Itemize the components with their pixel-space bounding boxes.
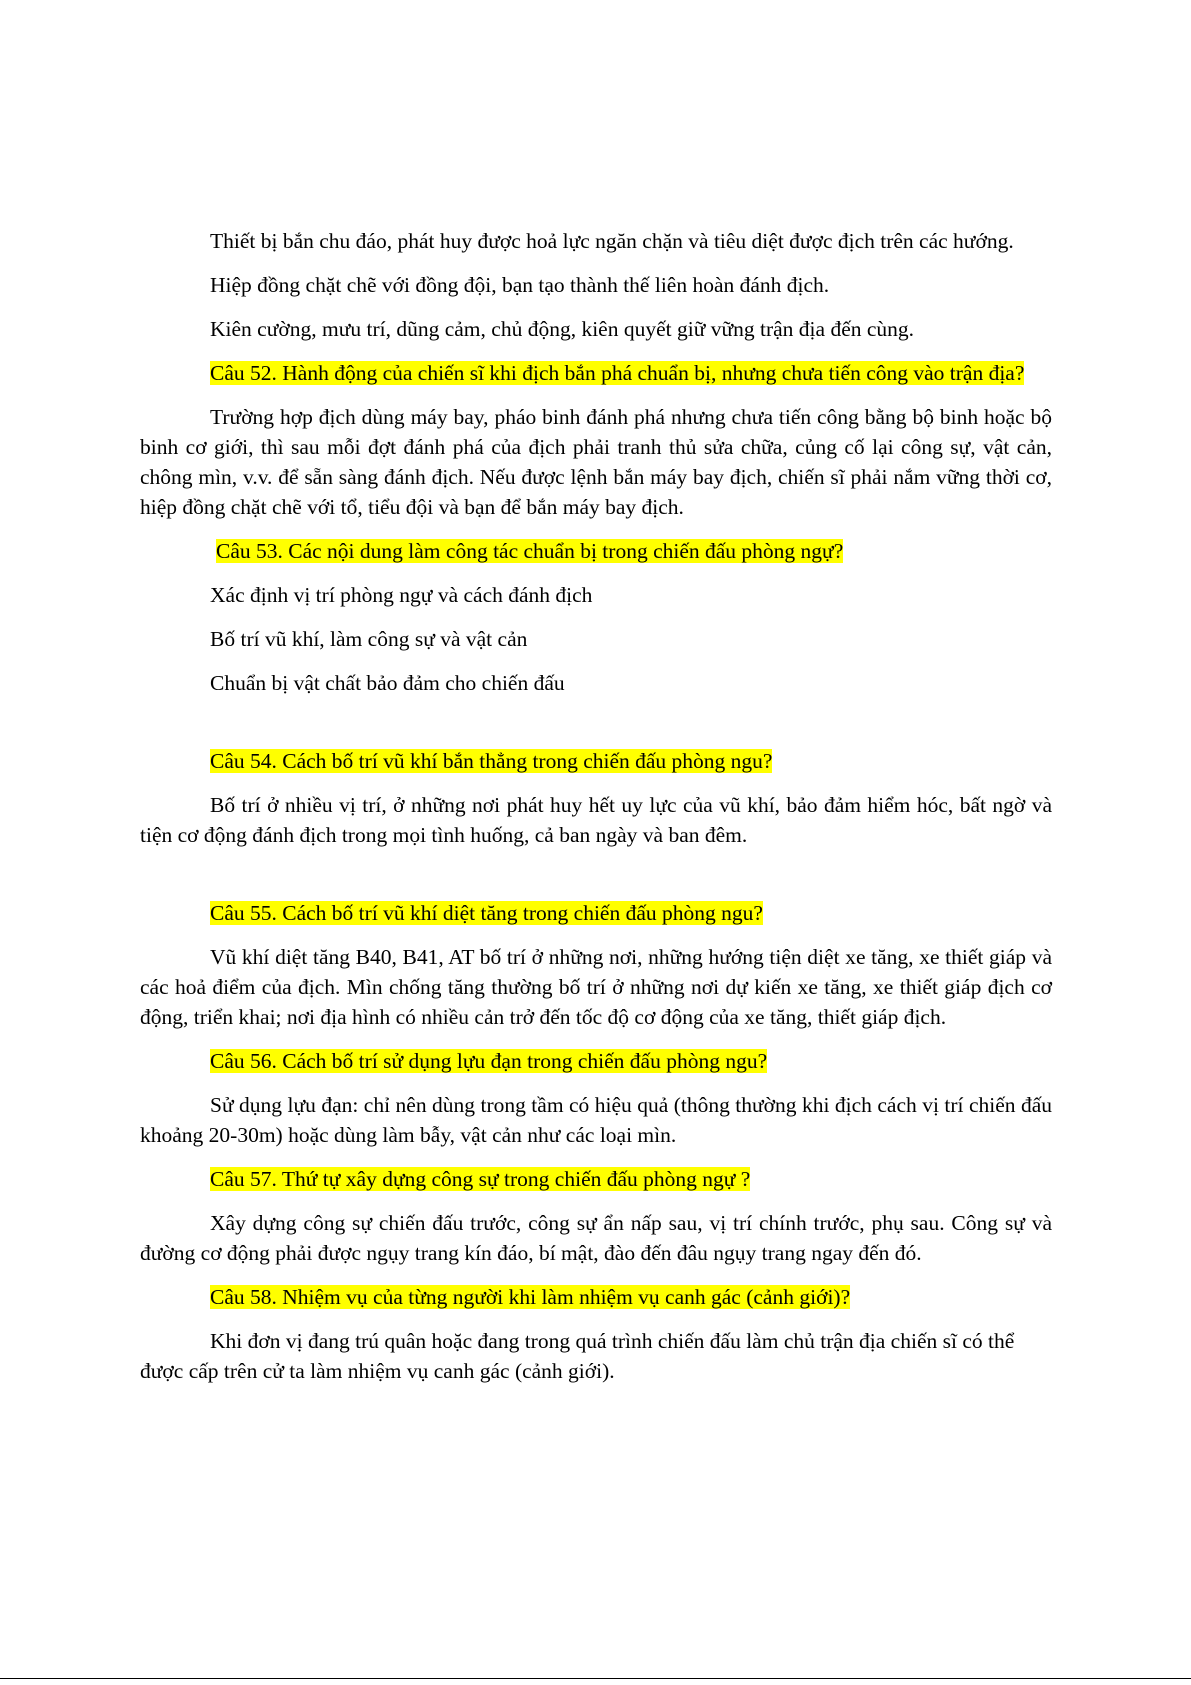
question-52: [140, 358, 1052, 388]
answer-52: [140, 402, 1052, 522]
question-55: [140, 898, 1052, 928]
question-text-highlighted: Câu 54. Cách bố trí vũ khí bắn thẳng trong chiến đấu phòng ngu?: [210, 749, 773, 773]
question-53: [140, 536, 1052, 566]
question-58: [140, 1282, 1052, 1312]
paragraph-text: Chuẩn bị vật chất bảo đảm cho chiến đấu: [210, 671, 565, 695]
paragraph-text: Sử dụng lựu đạn: chỉ nên dùng trong tầm có hiệu quả (thông thường khi địch cách vị trí chiến đấu khoảng 20-30m) hoặc dùng làm bẫy, vật cản như các loại mìn.: [140, 1093, 1052, 1147]
paragraph-text: Trường hợp địch dùng máy bay, pháo binh đánh phá nhưng chưa tiến công bằng bộ binh hoặc bộ binh cơ giới, thì sau mỗi đợt đánh phá của địch phải tranh thủ sửa chữa, củng cố lại công sự, vật cản, chông mìn, v.v. để sẵn sàng đánh địch. Nếu được lệnh bắn máy bay địch, chiến sĩ phải nắm vững thời cơ, hiệp đồng chặt chẽ với tổ, tiểu đội và bạn để bắn máy bay địch.: [140, 405, 1052, 519]
question-text-highlighted: Câu 53. Các nội dung làm công tác chuẩn bị trong chiến đấu phòng ngự?: [216, 539, 844, 563]
paragraph-text: Khi đơn vị đang trú quân hoặc đang trong quá trình chiến đấu làm chủ trận địa chiến sĩ có thể được cấp trên cử ta làm nhiệm vụ canh gác (cảnh giới).: [140, 1329, 1015, 1383]
answer-53-item-3: [140, 668, 1052, 698]
answer-54: [140, 790, 1052, 850]
paragraph-text: Vũ khí diệt tăng B40, B41, AT bố trí ở những nơi, những hướng tiện diệt xe tăng, xe thiết giáp và các hoả điểm của địch. Mìn chống tăng thường bố trí ở những nơi dự kiến xe tăng, xe thiết giáp địch cơ động, triển khai; nơi địa hình có nhiều cản trở đến tốc độ cơ động của xe tăng, thiết giáp địch.: [140, 945, 1052, 1029]
answer-56: [140, 1090, 1052, 1150]
paragraph-text: Hiệp đồng chặt chẽ với đồng đội, bạn tạo thành thế liên hoàn đánh địch.: [210, 273, 830, 297]
paragraph-text: Kiên cường, mưu trí, dũng cảm, chủ động, kiên quyết giữ vững trận địa đến cùng.: [210, 317, 915, 341]
question-text-highlighted: Câu 55. Cách bố trí vũ khí diệt tăng trong chiến đấu phòng ngu?: [210, 901, 763, 925]
paragraph-text: Thiết bị bắn chu đáo, phát huy được hoả lực ngăn chặn và tiêu diệt được địch trên các hướng.: [210, 229, 1014, 253]
answer-58: [140, 1326, 1052, 1386]
answer-55: [140, 942, 1052, 1032]
document-body: [140, 226, 1052, 1400]
question-text-highlighted: Câu 56. Cách bố trí sử dụng lựu đạn trong chiến đấu phòng ngu?: [210, 1049, 768, 1073]
question-text-highlighted: Câu 52. Hành động của chiến sĩ khi địch bắn phá chuẩn bị, nhưng chưa tiến công vào trận địa?: [210, 361, 1025, 385]
question-57: [140, 1164, 1052, 1194]
paragraph-steadfast: [140, 314, 1052, 344]
paragraph-weapon-setup: [140, 226, 1052, 256]
question-text-highlighted: Câu 57. Thứ tự xây dựng công sự trong chiến đấu phòng ngự ?: [210, 1167, 751, 1191]
paragraph-text: Bố trí ở nhiều vị trí, ở những nơi phát huy hết uy lực của vũ khí, bảo đảm hiểm hóc, bất ngờ và tiện cơ động đánh địch trong mọi tình huống, cả ban ngày và ban đêm.: [140, 793, 1052, 847]
paragraph-coordination: [140, 270, 1052, 300]
question-54: [140, 746, 1052, 776]
page-bottom-rule: [0, 1678, 1191, 1679]
question-56: [140, 1046, 1052, 1076]
paragraph-text: Xác định vị trí phòng ngự và cách đánh địch: [210, 583, 593, 607]
paragraph-text: Bố trí vũ khí, làm công sự và vật cản: [210, 627, 528, 651]
answer-53-item-1: [140, 580, 1052, 610]
paragraph-text: Xây dựng công sự chiến đấu trước, công sự ẩn nấp sau, vị trí chính trước, phụ sau. Công sự và đường cơ động phải được ngụy trang kín đáo, bí mật, đào đến đâu ngụy trang ngay đến đó.: [140, 1211, 1052, 1265]
answer-53-item-2: [140, 624, 1052, 654]
answer-57: [140, 1208, 1052, 1268]
question-text-highlighted: Câu 58. Nhiệm vụ của từng người khi làm nhiệm vụ canh gác (cảnh giới)?: [210, 1285, 851, 1309]
